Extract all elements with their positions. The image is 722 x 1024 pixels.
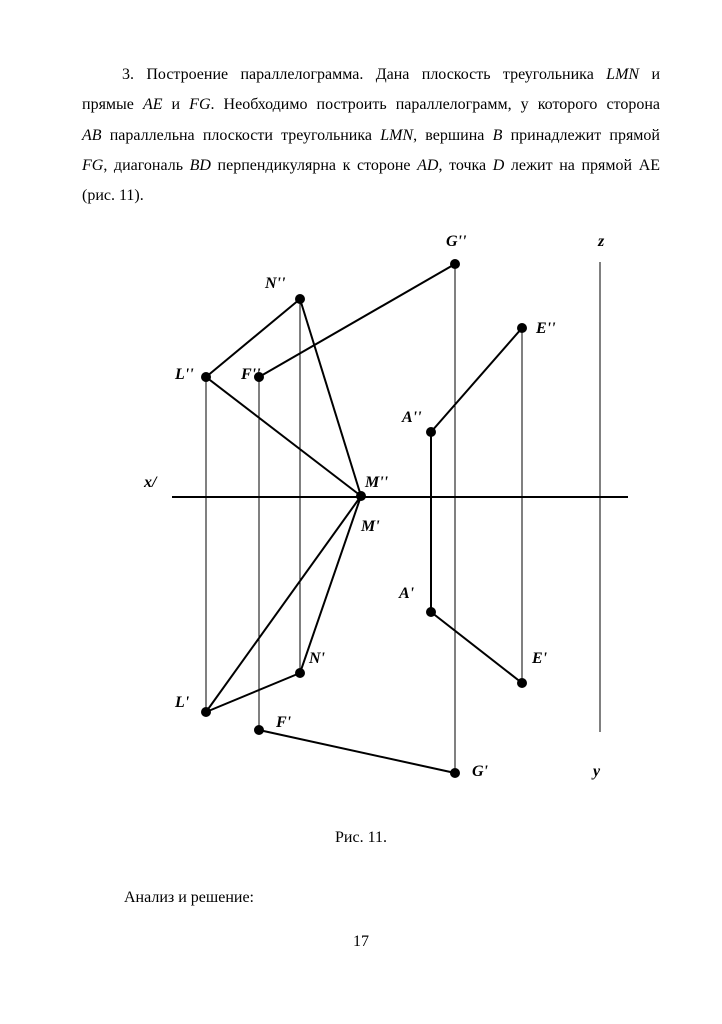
segment-N2-M2 (300, 299, 361, 496)
paragraph-line: AB параллельна плоскости треугольника LMN, вершина B принадлежит прямой (82, 126, 660, 144)
label-M2: M'' (365, 474, 389, 491)
point-F1 (254, 725, 264, 735)
label-L1: L' (175, 694, 190, 711)
label-L2: L'' (175, 366, 194, 383)
point-N2 (295, 294, 305, 304)
label-E2: E'' (536, 320, 556, 337)
italic-term: AB (82, 126, 102, 144)
label-N1: N' (309, 650, 325, 667)
label-E1: E' (532, 650, 548, 667)
point-A2 (426, 427, 436, 437)
paragraph-line: 3. Построение параллелограмма. Дана плоскость треугольника LMN и (122, 66, 661, 83)
label-F1: F' (276, 714, 292, 731)
point-L2 (201, 372, 211, 382)
point-G2 (450, 259, 460, 269)
label-A2: A'' (402, 409, 422, 426)
point-M (356, 491, 366, 501)
point-G1 (450, 768, 460, 778)
italic-term: AE (142, 96, 163, 114)
italic-term: AD (417, 156, 439, 174)
label-A1: A' (399, 585, 415, 602)
segment-A2-E2 (431, 328, 522, 432)
paragraph-line: прямые AE и FG. Необходимо построить параллелограмм, у которого сторона (82, 96, 660, 114)
segment-L2-M2 (206, 377, 361, 496)
label-G1: G' (472, 763, 488, 780)
segment-F2-G2 (259, 264, 455, 377)
italic-term: FG (189, 96, 211, 114)
italic-term: D (492, 156, 505, 174)
point-A1 (426, 607, 436, 617)
segment-F1-G1 (259, 730, 455, 773)
segment-A1-E1 (431, 612, 522, 683)
point-L1 (201, 707, 211, 717)
label-z: z (598, 233, 605, 250)
label-x: x/ (144, 474, 157, 491)
paragraph-line: (рис. 11). (82, 187, 144, 205)
label-M1: M' (361, 518, 380, 535)
italic-term: B (492, 126, 503, 144)
point-E1 (517, 678, 527, 688)
paragraph-line: FG, диагональ BD перпендикулярна к стороне AD, точка D лежит на прямой АЕ (82, 156, 661, 174)
italic-term: LMN (606, 66, 640, 83)
italic-term: LMN (380, 126, 414, 144)
label-y: y (593, 763, 601, 780)
analysis-heading: Анализ и решение: (124, 889, 254, 906)
label-G2: G'' (446, 233, 467, 250)
label-F2: F'' (241, 366, 261, 383)
segment-M1-N1 (300, 496, 361, 673)
italic-term: FG (82, 156, 104, 174)
point-E2 (517, 323, 527, 333)
figure-caption: Рис. 11. (335, 829, 387, 846)
point-N1 (295, 668, 305, 678)
label-N2: N'' (265, 275, 286, 292)
page-number: 17 (353, 933, 369, 950)
italic-term: BD (189, 156, 211, 174)
